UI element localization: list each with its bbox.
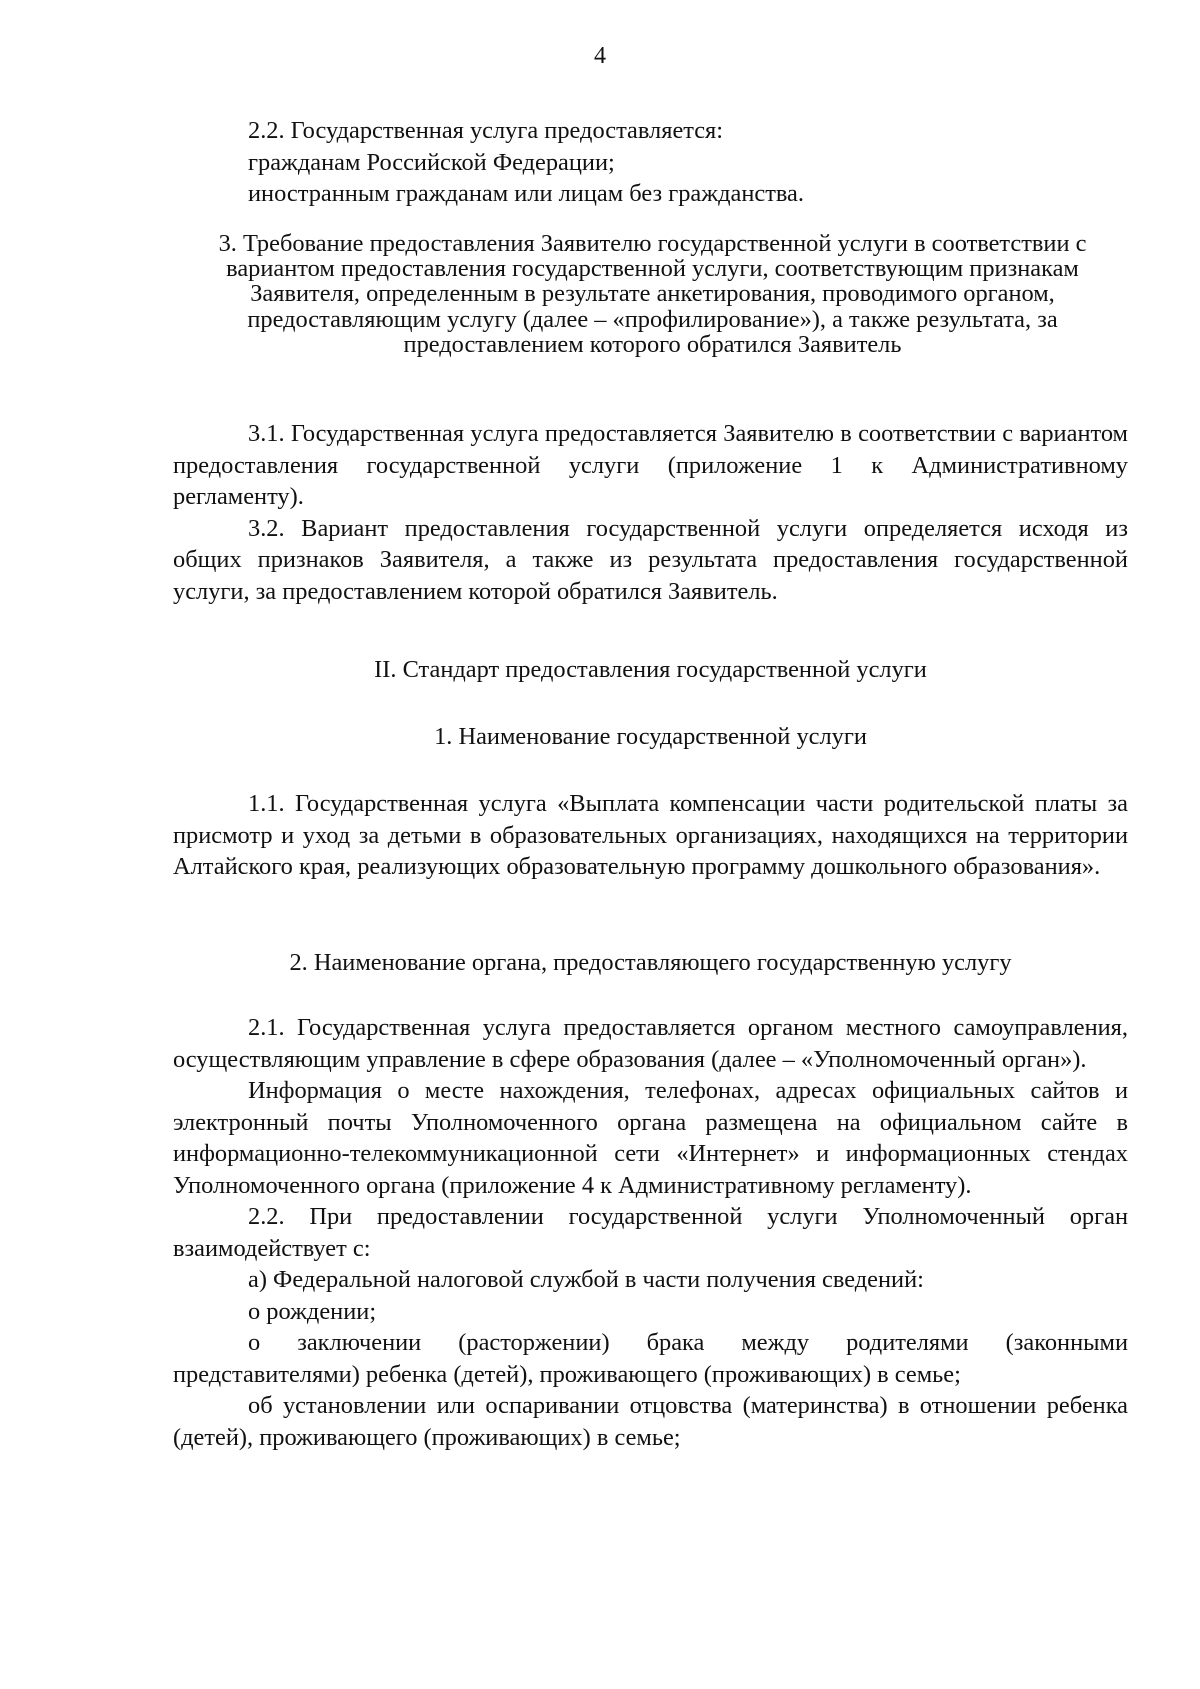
- paragraph-1-1: 1.1. Государственная услуга «Выплата компенсации части родительской платы за присмотр и уход за детьми в образовательных организациях, находящихся на территории Алтайского края, реализующих образовательную программу дошкольного образования».: [173, 790, 1128, 880]
- paragraph-info: Информация о месте нахождения, телефонах, адресах официальных сайтов и электронный почты Уполномоченного органа размещена на официальном сайте в информационно-телекоммуникационной сети «Интернет» и информационных стендах Уполномоченного органа (приложение 4 к Административному регламенту).: [173, 1077, 1128, 1199]
- paragraph-a-tax-service: а) Федеральной налоговой службой в части получения сведений:: [248, 1266, 924, 1293]
- paragraph-marriage: о заключении (расторжении) брака между родителями (законными представителями) ребенка (детей), проживающего (проживающих) в семье;: [173, 1329, 1128, 1388]
- paragraph-paternity: об установлении или оспаривании отцовства (материнства) в отношении ребенка (детей), проживающего (проживающих) в семье;: [173, 1392, 1128, 1451]
- section-2-2-intro: 2.2. Государственная услуга предоставляется:: [248, 117, 724, 144]
- paragraph-3-2: 3.2. Вариант предоставления государственной услуги определяется исходя из общих признаков Заявителя, а также из результата предоставления государственной услуги, за предоставлением которой обратился Заявитель.: [173, 514, 1128, 605]
- section-3-paragraphs: [173, 418, 1128, 607]
- section-1-1: [173, 788, 1128, 883]
- recipient-item-foreigners: иностранным гражданам или лицам без гражданства.: [248, 180, 804, 207]
- paragraph-3-1: 3.1. Государственная услуга предоставляется Заявителю в соответствии с вариантом предоставления государственной услуги (приложение 1 к Административному регламенту).: [173, 420, 1128, 510]
- section-2-body: [173, 1012, 1128, 1453]
- heading-section-II: II. Стандарт предоставления государственной услуги: [374, 656, 927, 683]
- heading-section-3: 3. Требование предоставления Заявителю государственной услуги в соответствии с вариантом предоставления государственной услуги, соответствующим признакам Заявителя, определенным в результате анкетирования, проводимого органом, предоставляющим услугу (далее – «профилирование»), а также результата, за предоставлением которого обратился Заявитель: [218, 230, 1087, 358]
- section-2-2-recipients: [173, 115, 1128, 210]
- heading-authority-name: 2. Наименование органа, предоставляющего государственную услугу: [289, 949, 1012, 976]
- recipient-item-citizens: гражданам Российской Федерации;: [248, 148, 615, 176]
- paragraph-birth: о рождении;: [248, 1297, 377, 1325]
- heading-service-name: 1. Наименование государственной услуги: [434, 723, 867, 750]
- page-number: 4: [594, 43, 606, 69]
- paragraph-2-1: 2.1. Государственная услуга предоставляется органом местного самоуправления, осуществляющим управление в сфере образования (далее – «Уполномоченный орган»).: [173, 1014, 1128, 1073]
- paragraph-2-2: 2.2. При предоставлении государственной услуги Уполномоченный орган взаимодействует с:: [173, 1203, 1128, 1262]
